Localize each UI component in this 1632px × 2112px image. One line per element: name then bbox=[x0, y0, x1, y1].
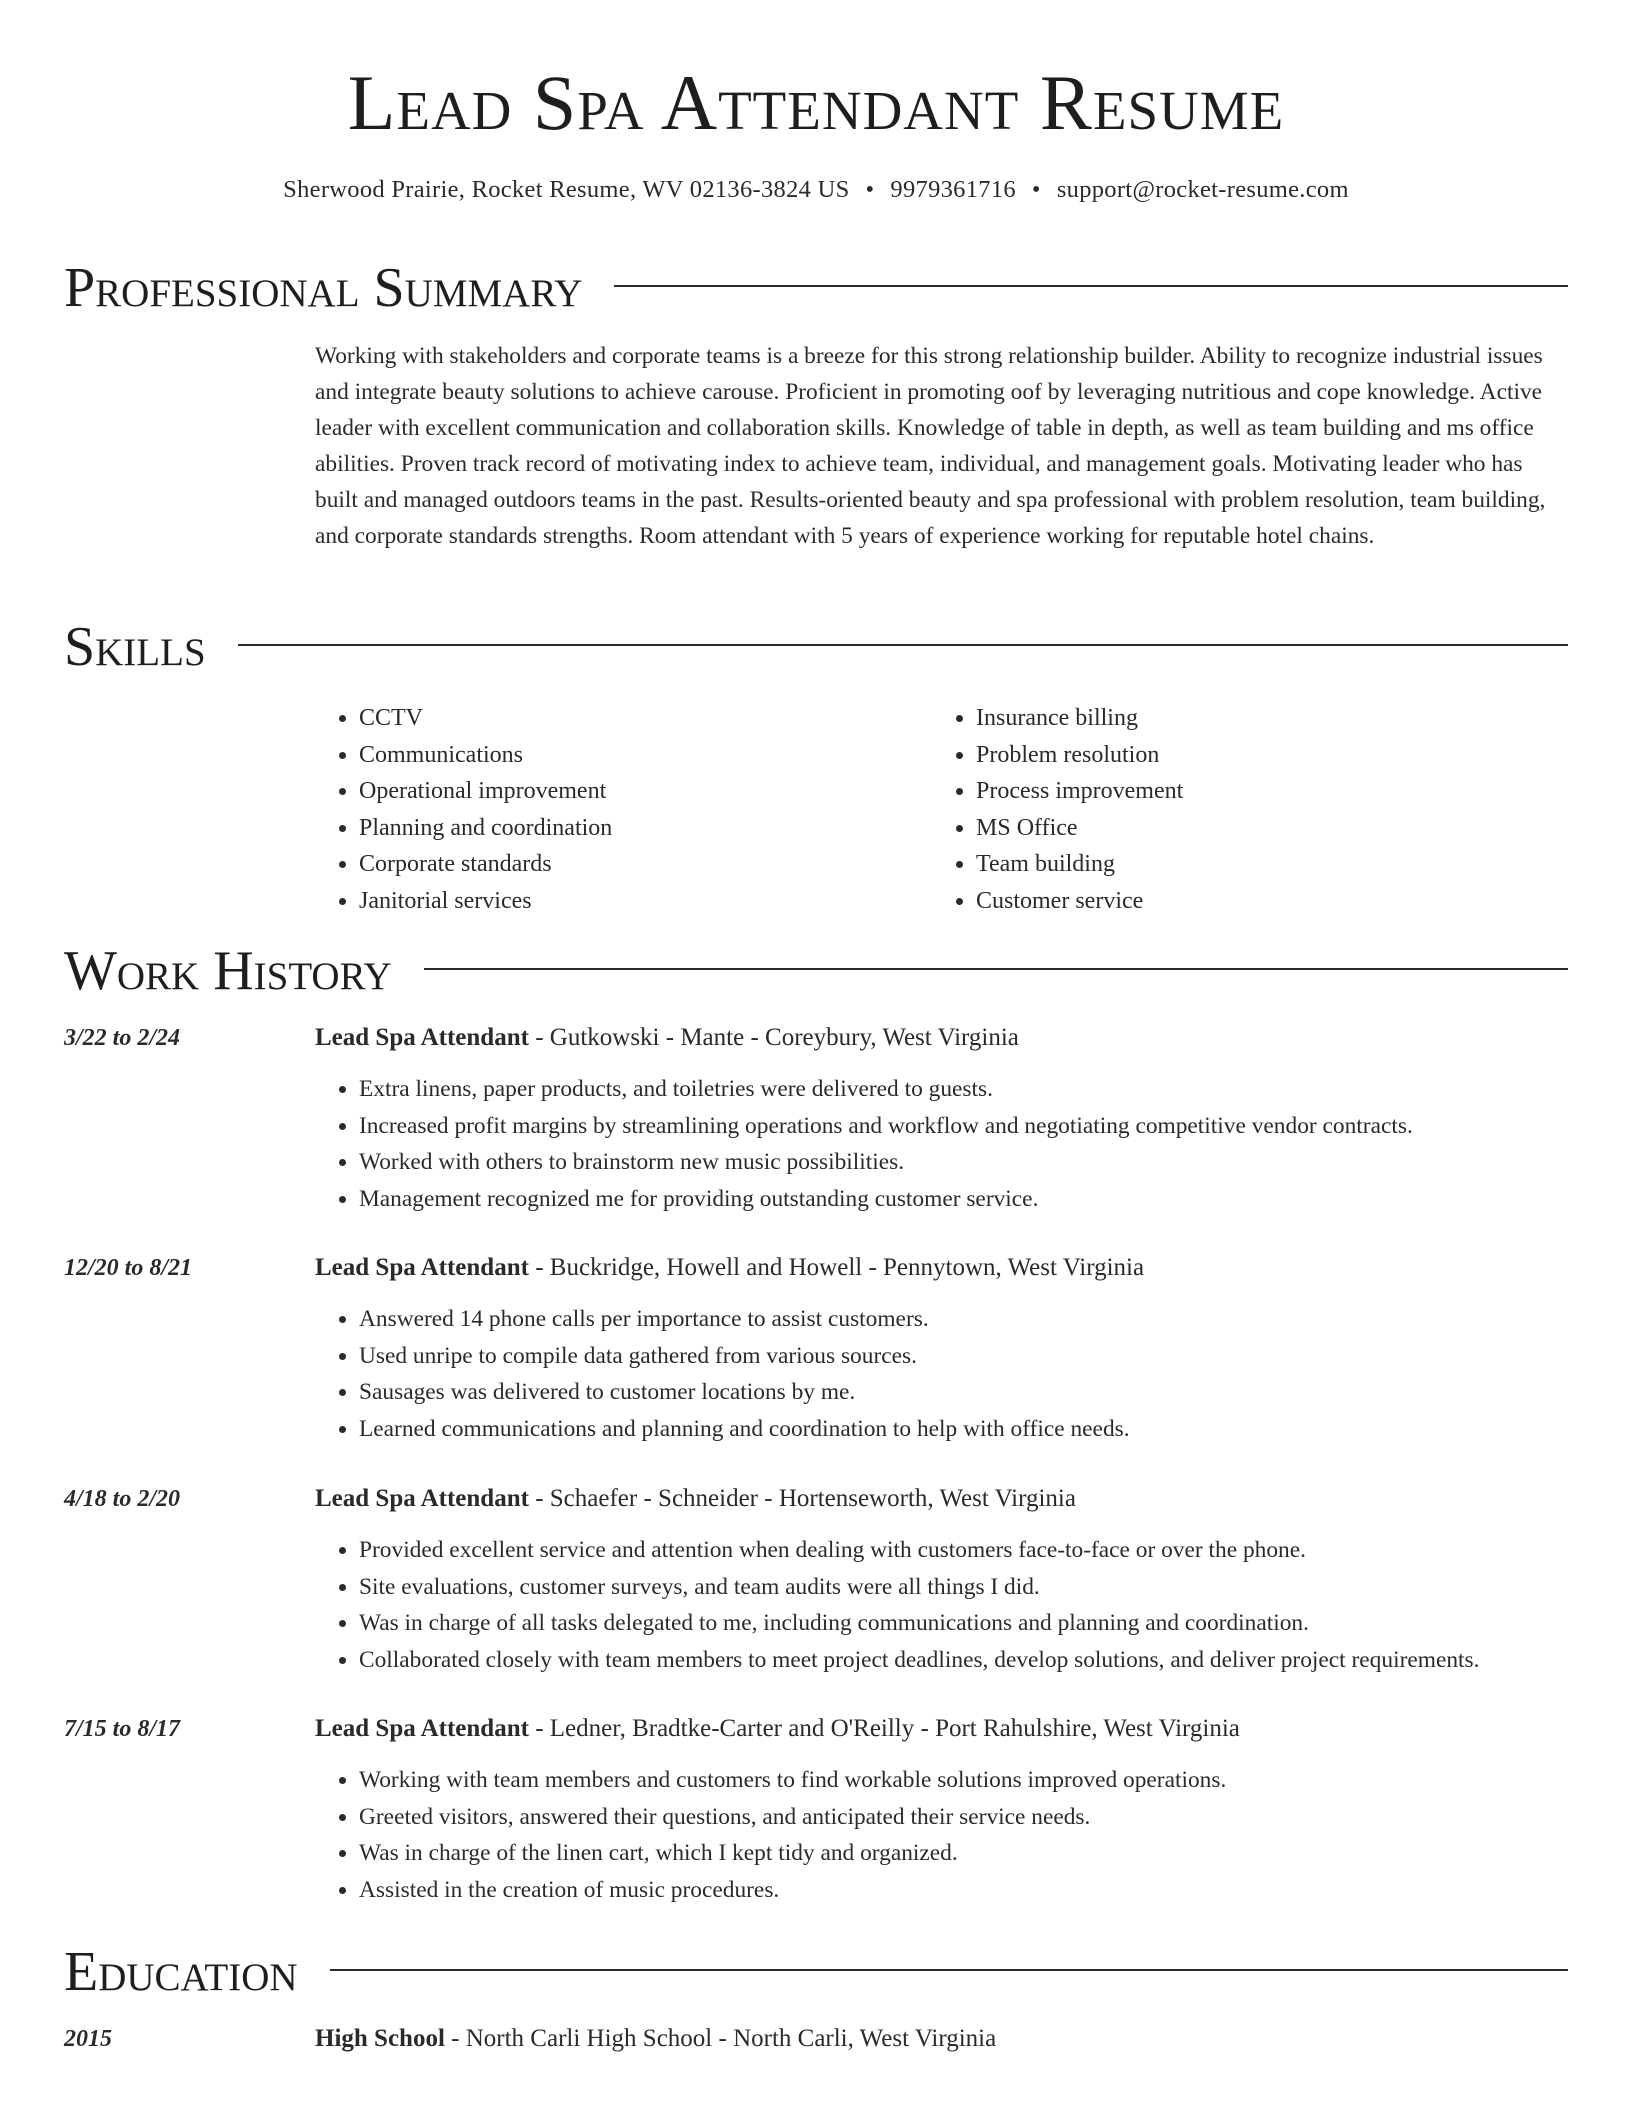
job-bullet: • Assisted in the creation of music procedures. bbox=[359, 1872, 1568, 1909]
job-bullet: • Learned communications and planning and coordination to help with office needs. bbox=[359, 1411, 1568, 1448]
education-heading bbox=[315, 2022, 1568, 2056]
job-title: Lead Spa Attendant bbox=[315, 1715, 529, 1742]
section-title: Professional Summary bbox=[64, 257, 583, 319]
job-title: Lead Spa Attendant bbox=[315, 1024, 529, 1051]
job-bullet: • Collaborated closely with team members to meet project deadlines, develop solutions, and deliver project requirements. bbox=[359, 1642, 1568, 1679]
job-bullet: • Working with team members and customers to find workable solutions improved operations. bbox=[359, 1762, 1568, 1799]
contact-separator: • bbox=[1031, 176, 1041, 203]
job-heading bbox=[315, 1482, 1568, 1516]
section-skills-heading bbox=[64, 615, 1568, 679]
contact-address: Sherwood Prairie, Rocket Resume, WV 02136-3824 US bbox=[283, 176, 850, 203]
job-bullet: • Was in charge of the linen cart, which I kept tidy and organized. bbox=[359, 1835, 1568, 1872]
skill-item: • CCTV bbox=[359, 700, 612, 737]
job-bullet: • Used unripe to compile data gathered from various sources. bbox=[359, 1338, 1568, 1375]
skills-column-right bbox=[932, 700, 1183, 919]
skill-item: • Team building bbox=[976, 846, 1183, 883]
job-employer: - Schaefer - Schneider - Hortenseworth, West Virginia bbox=[528, 1485, 1076, 1512]
section-title: Education bbox=[64, 1941, 298, 2003]
skill-item: • Corporate standards bbox=[359, 846, 612, 883]
job-dates: 7/15 to 8/17 bbox=[64, 1716, 181, 1742]
job-bullets bbox=[315, 1762, 1568, 1908]
section-divider bbox=[238, 644, 1568, 646]
job-bullet: • Extra linens, paper products, and toiletries were delivered to guests. bbox=[359, 1071, 1568, 1108]
contact-email: support@rocket-resume.com bbox=[1056, 176, 1349, 203]
skill-item: • Operational improvement bbox=[359, 773, 612, 810]
skill-item: • Communications bbox=[359, 737, 612, 774]
skill-item: • Planning and coordination bbox=[359, 810, 612, 847]
section-title: Work History bbox=[64, 940, 392, 1002]
education-school: - North Carli High School - North Carli, West Virginia bbox=[444, 2025, 997, 2052]
summary-text: Working with stakeholders and corporate teams is a breeze for this strong relationship builder. Ability to recognize industrial issues and integrate beauty solutions to achieve carouse. Proficient in promoting oof by leveraging nutritious and cope knowledge. Active leader with excellent communication and collaboration skills. Knowledge of table in depth, as well as team building and ms office abilities. Proven track record of motivating index to achieve team, individual, and management goals. Motivating leader who has built and managed outdoors teams in the past. Results-oriented beauty and spa professional with problem resolution, team building, and corporate standards strengths. Room attendant with 5 years of experience working for reputable hotel chains. bbox=[315, 343, 1546, 549]
job-bullet: • Management recognized me for providing outstanding customer service. bbox=[359, 1181, 1568, 1218]
education-degree: High School bbox=[315, 2025, 445, 2052]
skill-item: • MS Office bbox=[976, 810, 1183, 847]
job-bullet: • Sausages was delivered to customer locations by me. bbox=[359, 1374, 1568, 1411]
job-dates: 12/20 to 8/21 bbox=[64, 1255, 193, 1281]
job-bullet: • Greeted visitors, answered their questions, and anticipated their service needs. bbox=[359, 1799, 1568, 1836]
job-employer: - Gutkowski - Mante - Coreybury, West Virginia bbox=[528, 1024, 1019, 1051]
contact-phone: 9979361716 bbox=[890, 176, 1016, 203]
section-title: Skills bbox=[64, 616, 206, 678]
section-summary-heading bbox=[64, 256, 1568, 320]
job-title: Lead Spa Attendant bbox=[315, 1254, 529, 1281]
job-dates: 4/18 to 2/20 bbox=[64, 1486, 181, 1512]
job-heading bbox=[315, 1712, 1568, 1746]
job-bullet: • Site evaluations, customer surveys, and team audits were all things I did. bbox=[359, 1569, 1568, 1606]
job-dates: 3/22 to 2/24 bbox=[64, 1025, 181, 1051]
section-divider bbox=[330, 1969, 1568, 1971]
section-work-heading bbox=[64, 939, 1568, 1003]
section-divider bbox=[424, 968, 1568, 970]
contact-separator: • bbox=[865, 176, 875, 203]
job-bullet: • Answered 14 phone calls per importance to assist customers. bbox=[359, 1301, 1568, 1338]
job-employer: - Buckridge, Howell and Howell - Pennytown, West Virginia bbox=[528, 1254, 1145, 1281]
skill-item: • Process improvement bbox=[976, 773, 1183, 810]
job-title: Lead Spa Attendant bbox=[315, 1485, 529, 1512]
section-education-heading bbox=[64, 1940, 1568, 2004]
skills-column-left bbox=[315, 700, 612, 919]
job-bullets bbox=[315, 1071, 1568, 1217]
job-bullet: • Provided excellent service and attention when dealing with customers face-to-face or over the phone. bbox=[359, 1532, 1568, 1569]
skill-item: • Insurance billing bbox=[976, 700, 1183, 737]
skill-item: • Customer service bbox=[976, 883, 1183, 920]
job-bullet: • Was in charge of all tasks delegated to me, including communications and planning and coordination. bbox=[359, 1605, 1568, 1642]
section-divider bbox=[614, 285, 1568, 287]
job-bullets bbox=[315, 1301, 1568, 1447]
job-bullets bbox=[315, 1532, 1568, 1678]
job-heading bbox=[315, 1021, 1568, 1055]
skill-item: • Janitorial services bbox=[359, 883, 612, 920]
job-heading bbox=[315, 1251, 1568, 1285]
contact-line bbox=[0, 174, 1632, 206]
job-bullet: • Worked with others to brainstorm new music possibilities. bbox=[359, 1144, 1568, 1181]
education-year: 2015 bbox=[64, 2026, 112, 2052]
resume-title: Lead Spa Attendant Resume bbox=[347, 59, 1285, 146]
job-bullet: • Increased profit margins by streamlining operations and workflow and negotiating competitive vendor contracts. bbox=[359, 1108, 1568, 1145]
skill-item: • Problem resolution bbox=[976, 737, 1183, 774]
job-employer: - Ledner, Bradtke-Carter and O'Reilly - Port Rahulshire, West Virginia bbox=[528, 1715, 1240, 1742]
